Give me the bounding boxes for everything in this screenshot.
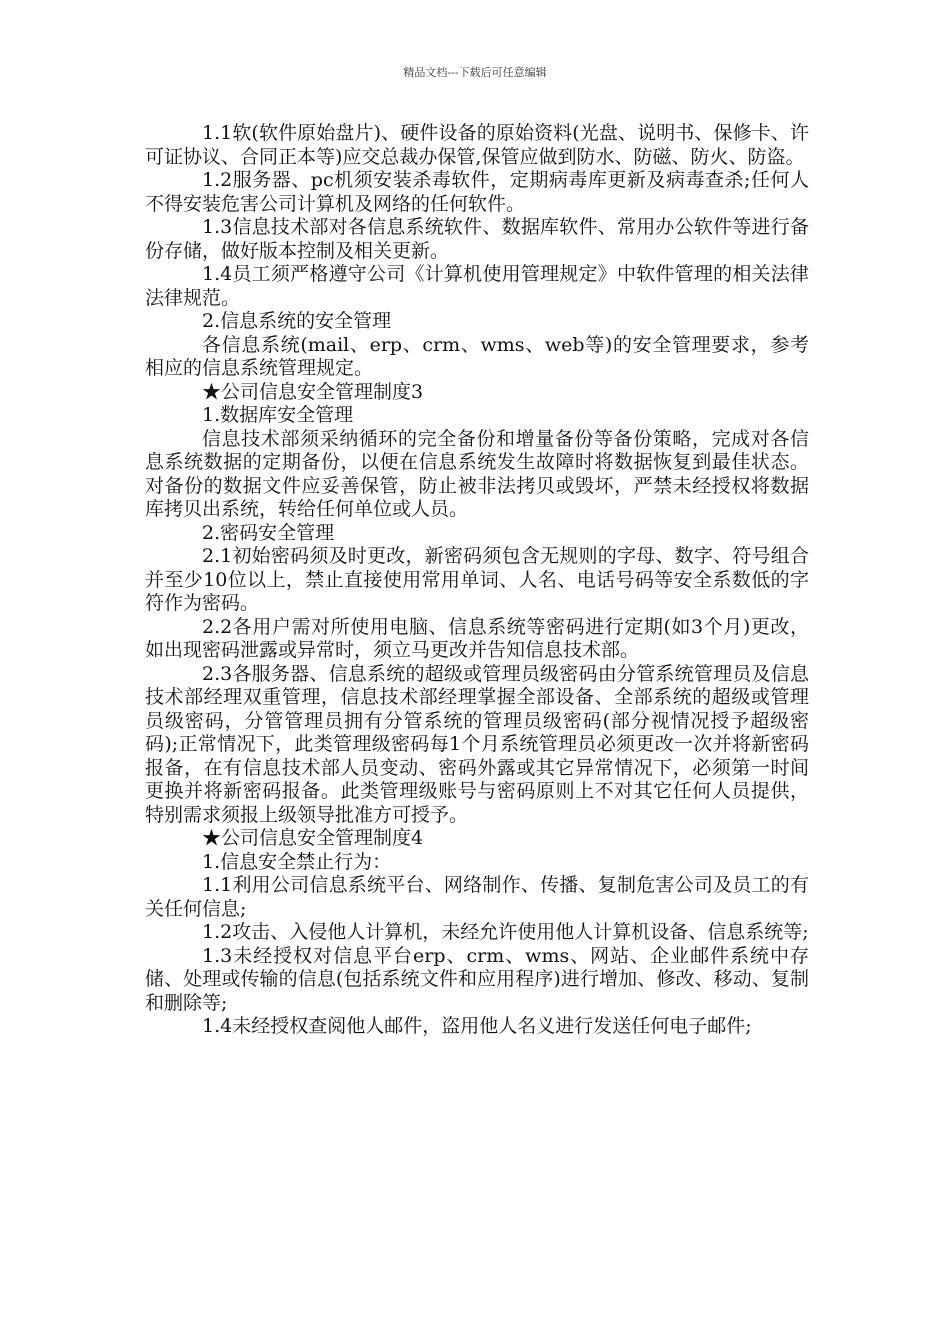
- section-heading-password-security: 2.密码安全管理: [202, 521, 335, 544]
- paragraph-2-1-initial-password: 2.1初始密码须及时更改，新密码须包含无规则的字母、数字、符号组合并至少10位以上，禁止直接使用常用单词、人名、电话号码等安全系数低的字符作为密码。: [145, 545, 809, 614]
- paragraph-database-backup: 信息技术部须采纳循环的完全备份和增量备份等备份策略，完成对各信息系统数据的定期备份，以便在信息系统发生故障时将数据恢复到最佳状态。对备份的数据文件应妥善保管，防止被非法拷贝或毁坏，严禁未经授权将数据库拷贝出系统，转给任何单位或人员。: [145, 427, 809, 520]
- paragraph-1-1-prohibited: 1.1利用公司信息系统平台、网络制作、传播、复制危害公司及员工的有关任何信息;: [145, 874, 809, 920]
- paragraph-1-4-prohibited: 1.4未经授权查阅他人邮件，盗用他人名义进行发送任何电子邮件;: [202, 1015, 752, 1037]
- paragraph-1-2-prohibited: 1.2攻击、入侵他人计算机，未经允许使用他人计算机设备、信息系统等;: [202, 921, 809, 943]
- paragraph-system-requirements: 各信息系统(mail、erp、crm、wms、web等)的安全管理要求，参考相应的信息系统管理规定。: [145, 333, 809, 379]
- paragraph-1-3-backup: 1.3信息技术部对各信息系统软件、数据库软件、常用办公软件等进行备份存储，做好版本控制及相关更新。: [145, 216, 809, 262]
- paragraph-2-3-admin-password: 2.3各服务器、信息系统的超级或管理员级密码由分管系统管理员及信息技术部经理双重管理，信息技术部经理掌握全部设备、全部系统的超级或管理员级密码，分管管理员拥有分管系统的管理员级密码(部分视情况授予超级密码);正常情况下，此类管理级密码每1个月系统管理员必须更改一次并将新密码报备，在有信息技术部人员变动、密码外露或其它异常情况下，必须第一时间更换并将新密码报备。此类管理级账号与密码原则上不对其它任何人员提供，特别需求须报上级领导批准方可授予。: [145, 662, 809, 826]
- paragraph-1-1-media-custody: 1.1软(软件原始盘片)、硬件设备的原始资料(光盘、说明书、保修卡、许可证协议、合同正本等)应交总裁办保管,保管应做到防水、防磁、防火、防盗。: [145, 122, 809, 168]
- paragraph-1-3-prohibited: 1.3未经授权对信息平台erp、crm、wms、网站、企业邮件系统中存储、处理或传输的信息(包括系统文件和应用程序)进行增加、修改、移动、复制和删除等;: [145, 944, 809, 1014]
- section-title-policy-4: ★公司信息安全管理制度4: [202, 827, 424, 849]
- paragraph-1-2-antivirus: 1.2服务器、pc机须安装杀毒软件，定期病毒库更新及病毒查杀;任何人不得安装危害公司计算机及网络的任何软件。: [145, 169, 809, 215]
- document-body: [145, 122, 809, 1039]
- paragraph-2-2-password-rotation: 2.2各用户需对所使用电脑、信息系统等密码进行定期(如3个月)更改，如出现密码泄露或异常时，须立马更改并告知信息技术部。: [145, 615, 809, 661]
- page-header: 精品文档---下载后可任意编辑: [403, 66, 547, 79]
- paragraph-1-4-software-rules: 1.4员工须严格遵守公司《计算机使用管理规定》中软件管理的相关法律法律规范。: [145, 263, 809, 309]
- section-heading-system-security: 2.信息系统的安全管理: [202, 310, 392, 332]
- section-heading-prohibited-actions: 1.信息安全禁止行为：: [202, 850, 392, 873]
- section-heading-database-security: 1.数据库安全管理: [202, 404, 354, 426]
- section-title-policy-3: ★公司信息安全管理制度3: [202, 380, 424, 403]
